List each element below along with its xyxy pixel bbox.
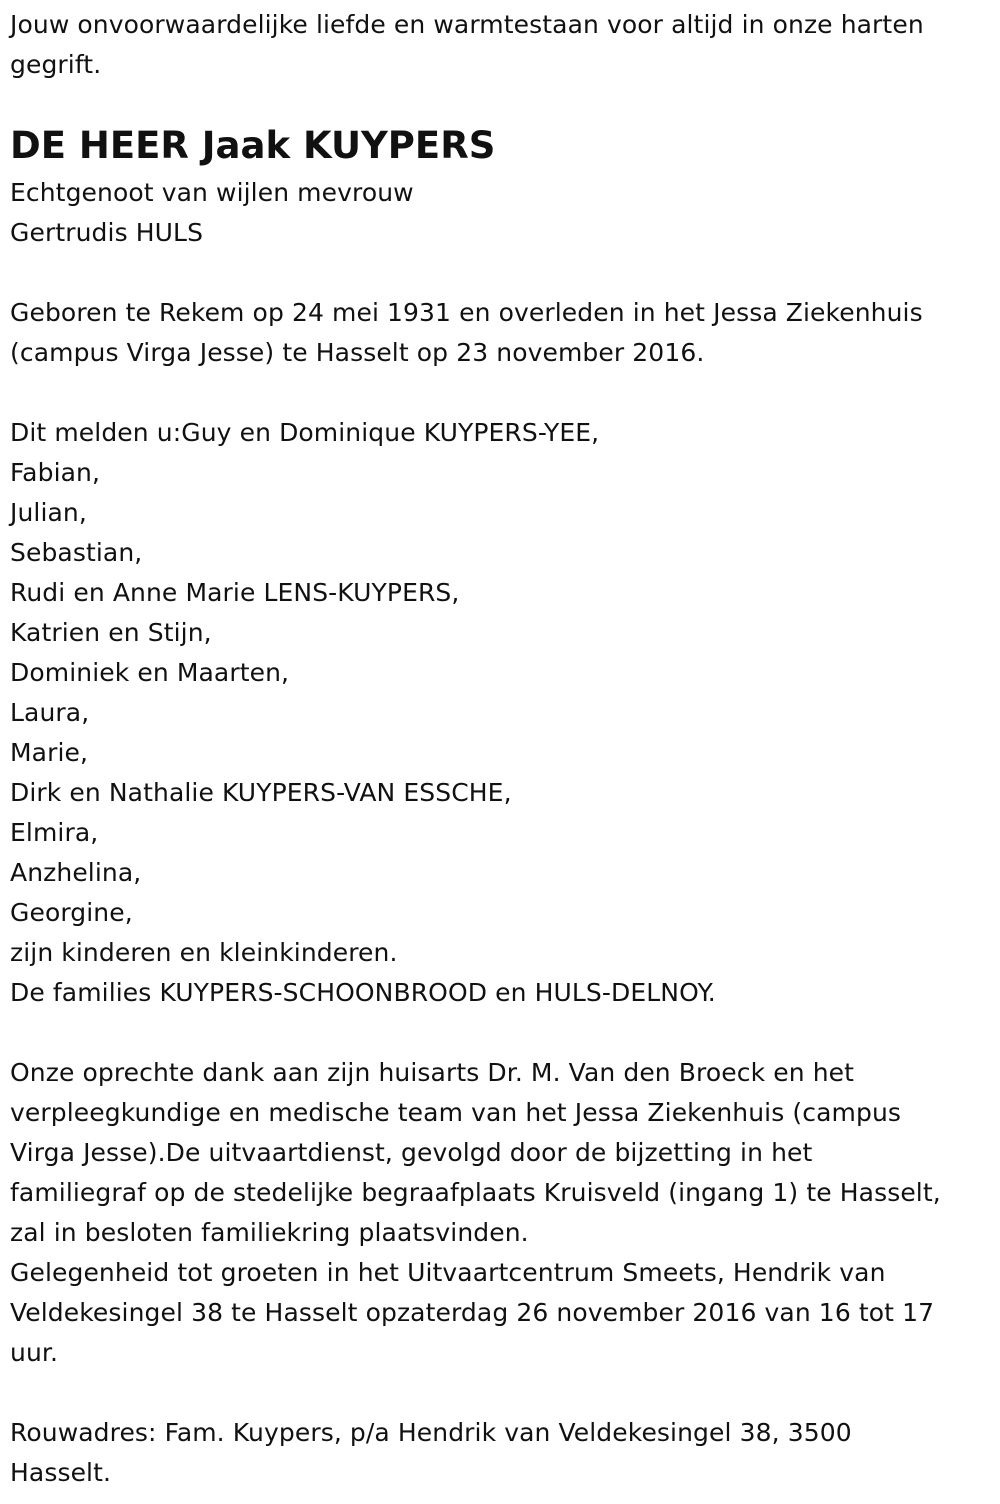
birth-death-line: Geboren te Rekem op 24 mei 1931 en overleden in het Jessa Ziekenhuis [10,298,923,327]
intro-line: Jouw onvoorwaardelijke liefde en warmtestaan voor altijd in onze harten [10,10,924,39]
thanks-line: zal in besloten familiekring plaatsvinden. [10,1218,529,1247]
thanks-line: Onze oprechte dank aan zijn huisarts Dr. M. Van den Broeck en het [10,1058,855,1087]
thanks-line: verpleegkundige en medische team van het Jessa Ziekenhuis (campus [10,1098,902,1127]
family-line: Fabian, [10,458,101,487]
family-line: Anzhelina, [10,858,142,887]
family-line: Marie, [10,738,89,767]
thanks-and-service [10,1053,941,1373]
family-line: Georgine, [10,898,133,927]
deceased-name: DE HEER Jaak KUYPERS [10,124,496,167]
thanks-line: familiegraf op de stedelijke begraafplaats Kruisveld (ingang 1) te Hasselt, [10,1178,941,1207]
family-line: Elmira, [10,818,99,847]
family-line: Dit melden u:Guy en Dominique KUYPERS-YEE, [10,418,600,447]
thanks-line: Virga Jesse).De uitvaartdienst, gevolgd door de bijzetting in het [10,1138,813,1167]
spouse-line: Gertrudis HULS [10,218,204,247]
family-line: Julian, [10,498,87,527]
intro-quote [10,5,924,85]
address-line: Rouwadres: Fam. Kuypers, p/a Hendrik van Veldekesingel 38, 3500 [10,1418,852,1447]
family-list [10,413,716,1013]
family-line: Rudi en Anne Marie LENS-KUYPERS, [10,578,460,607]
birth-death-info [10,293,923,373]
family-line: zijn kinderen en kleinkinderen. [10,938,398,967]
family-line: Dirk en Nathalie KUYPERS-VAN ESSCHE, [10,778,512,807]
spouse-info [10,173,414,253]
thanks-line: Veldekesingel 38 te Hasselt opzaterdag 26 november 2016 van 16 tot 17 [10,1298,935,1327]
birth-death-line: (campus Virga Jesse) te Hasselt op 23 november 2016. [10,338,705,367]
family-line: De families KUYPERS-SCHOONBROOD en HULS-DELNOY. [10,978,716,1007]
family-line: Katrien en Stijn, [10,618,212,647]
family-line: Dominiek en Maarten, [10,658,290,687]
address-line: Hasselt. [10,1458,112,1487]
family-line: Laura, [10,698,90,727]
mourning-address [10,1413,852,1493]
family-line: Sebastian, [10,538,143,567]
intro-line: gegrift. [10,50,102,79]
spouse-line: Echtgenoot van wijlen mevrouw [10,178,414,207]
thanks-line: uur. [10,1338,59,1367]
thanks-line: Gelegenheid tot groeten in het Uitvaartcentrum Smeets, Hendrik van [10,1258,886,1287]
